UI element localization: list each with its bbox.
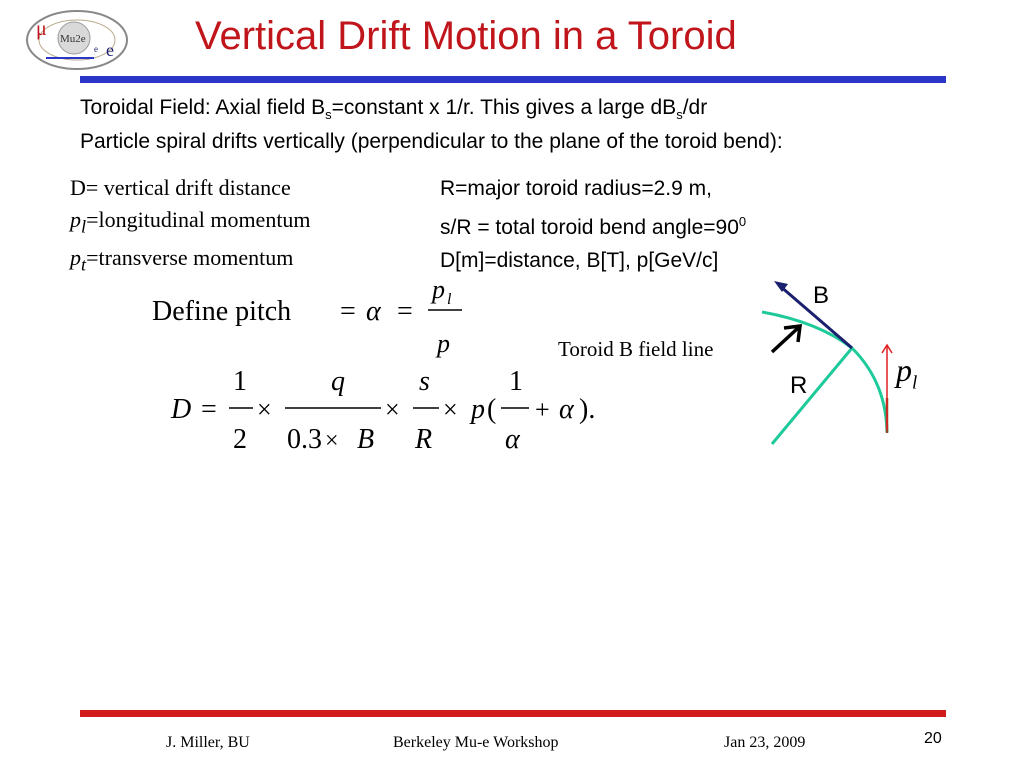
logo-e: e — [106, 40, 114, 60]
intro-line-1-prefix: Toroidal Field: Axial field B — [80, 96, 326, 119]
def-pl-sym: p — [70, 207, 81, 232]
pitch-alpha: α — [366, 296, 381, 327]
formula-inner-num: 1 — [509, 366, 523, 397]
formula-times-3: × — [443, 395, 458, 424]
field-line-lower — [852, 348, 887, 432]
def-pt-sym: p — [70, 245, 81, 271]
page-number: 20 — [924, 730, 942, 747]
param-angle-text: s/R = total toroid bend angle=90 — [440, 216, 739, 239]
formula-den-b: B — [357, 424, 375, 455]
def-pl-text: =longitudinal momentum — [86, 207, 311, 232]
formula-rparen: ). — [579, 394, 596, 425]
parameters — [440, 172, 746, 277]
pl-label-sym: p — [896, 352, 912, 388]
drift-formula — [165, 360, 625, 460]
formula-r: R — [415, 424, 433, 455]
param-angle — [440, 205, 746, 244]
intro-sub-s2: s — [676, 107, 683, 123]
def-pl-sub: l — [81, 216, 87, 237]
pitch-eq2: = — [397, 296, 413, 327]
footer-date: Jan 23, 2009 — [724, 734, 806, 751]
formula-lhs: D — [171, 394, 192, 425]
pitch-equation — [150, 272, 480, 362]
pitch-num: p — [432, 275, 445, 304]
def-pt-text: =transverse momentum — [86, 245, 294, 271]
r-label: R — [790, 372, 808, 399]
param-angle-sup: 0 — [738, 214, 747, 229]
title-divider — [80, 76, 946, 83]
footer-author: J. Miller, BU — [166, 734, 250, 751]
intro-line-1 — [80, 96, 707, 122]
param-units: D[m]=distance, B[T], p[GeV/c] — [440, 249, 719, 272]
footer-event: Berkeley Mu-e Workshop — [393, 734, 559, 751]
formula-inner-alpha: α — [505, 424, 520, 455]
b-label: B — [813, 282, 830, 309]
formula-p: p — [471, 394, 485, 425]
field-line-pointer-icon — [768, 322, 808, 356]
def-d: D= vertical drift distance — [70, 175, 291, 200]
formula-half-num: 1 — [233, 366, 247, 397]
pitch-den: p — [437, 329, 450, 358]
def-pl — [70, 204, 311, 242]
intro-sub-s1: s — [325, 107, 332, 123]
pl-label-sub: l — [912, 372, 918, 394]
radius-line — [772, 348, 852, 444]
formula-times-1: × — [257, 395, 272, 424]
field-line-label: Toroid B field line — [558, 337, 714, 361]
formula-half-den: 2 — [233, 424, 247, 455]
logo-mu: μ — [36, 18, 47, 40]
pitch-eq1: = — [340, 296, 356, 327]
formula-plus: + — [535, 395, 550, 424]
formula-lparen: ( — [487, 394, 497, 425]
intro-line-1-suffix: /dr — [682, 96, 708, 119]
slide-title: Vertical Drift Motion in a Toroid — [195, 14, 737, 58]
formula-s: s — [419, 366, 430, 397]
definitions — [70, 172, 311, 281]
intro-line-2: Particle spiral drifts vertically (perpendicular to the plane of the toroid bend): — [80, 130, 783, 153]
formula-den-times: × — [325, 428, 339, 454]
formula-den-const: 0.3 — [287, 424, 322, 455]
formula-q: q — [331, 366, 345, 397]
param-radius: R=major toroid radius=2.9 m, — [440, 177, 712, 200]
intro-line-1-mid: =constant x 1/r. This gives a large dB — [331, 96, 677, 119]
formula-eq: = — [201, 394, 217, 425]
formula-times-2: × — [385, 395, 400, 424]
pl-label — [896, 352, 917, 394]
formula-alpha: α — [559, 394, 574, 425]
pitch-num-sub: l — [447, 291, 452, 308]
footer-divider — [80, 710, 946, 717]
logo-e-small: e — [94, 44, 98, 54]
pitch-label: Define pitch — [152, 296, 292, 327]
mu2e-logo — [24, 8, 130, 72]
def-pt-sub: t — [81, 254, 87, 275]
logo-text: Mu2e — [60, 33, 86, 45]
